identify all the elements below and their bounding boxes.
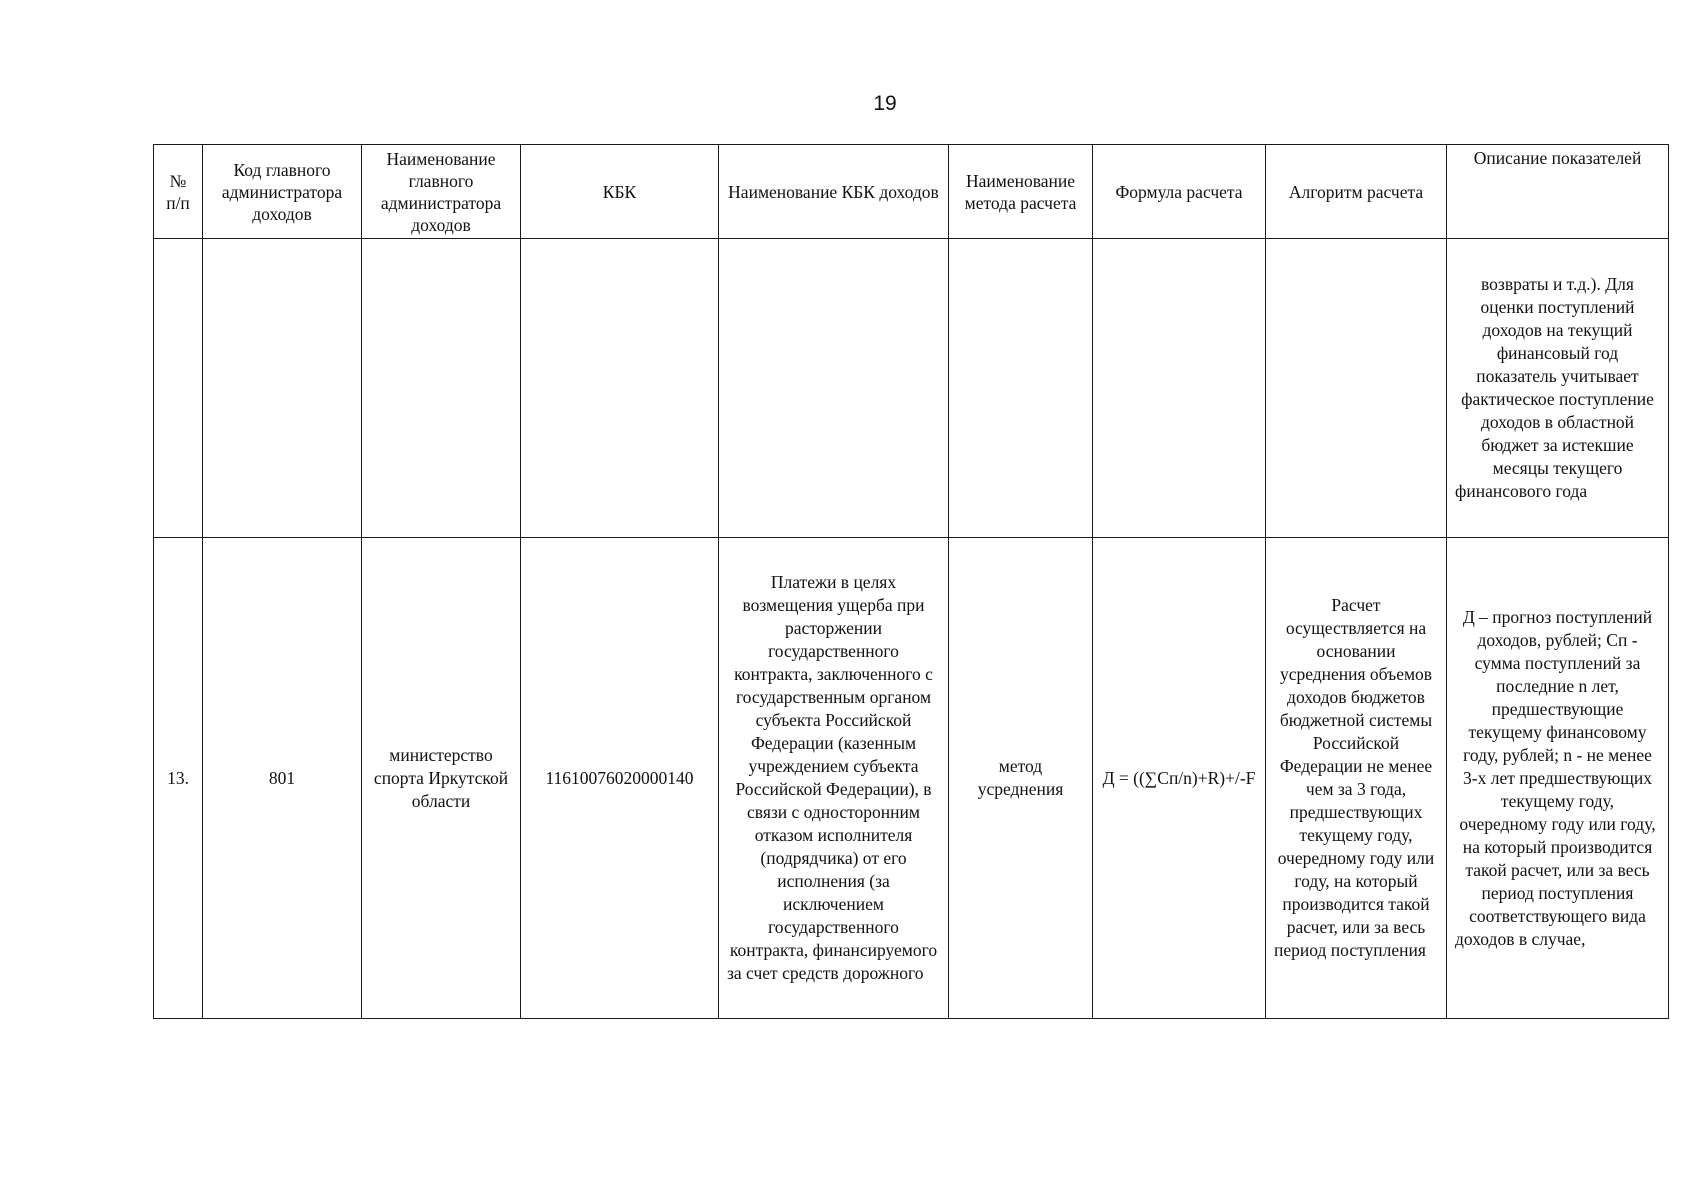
header-method-name: Наименование метода расчета	[949, 145, 1093, 239]
revenue-forecast-table	[153, 144, 1669, 1019]
kbk-name-text: Платежи в целях возмещения ущерба при расторжении государственного контракта, заключенного с государственным органом субъекта Российской Федерации (казенным учреждением субъекта Российской Федерации), в связи с односторонним отказом исполнителя (подрядчика) от его исполнения (за исключением государственного контракта, финансируемого за счет средств дорожного	[727, 572, 938, 983]
cell-admin-name: министерство спорта Иркутской области	[362, 538, 521, 1019]
cell-kbk-name	[719, 538, 949, 1019]
header-formula: Формула расчета	[1093, 145, 1266, 239]
cell-description	[1447, 538, 1669, 1019]
cell-empty	[521, 239, 719, 538]
cell-empty	[154, 239, 203, 538]
table-row-13	[154, 538, 1669, 1019]
cell-kbk: 11610076020000140	[521, 538, 719, 1019]
cell-empty	[949, 239, 1093, 538]
header-num: № п/п	[154, 145, 203, 239]
cell-empty	[203, 239, 362, 538]
header-kbk-name: Наименование КБК доходов	[719, 145, 949, 239]
cell-empty	[1093, 239, 1266, 538]
page-number: 19	[873, 92, 897, 115]
header-admin-name: Наименование главного администратора доходов	[362, 145, 521, 239]
header-description: Описание показателей	[1447, 145, 1669, 239]
table-row-continuation	[154, 239, 1669, 538]
cell-algorithm	[1266, 538, 1447, 1019]
cell-admin-code: 801	[203, 538, 362, 1019]
cell-formula: Д = ((∑Сп/n)+R)+/-F	[1093, 538, 1266, 1019]
cell-description-continuation: возвраты и т.д.). Для оценки поступлений доходов на текущий финансовый год показатель учитывает фактическое поступление доходов в областной бюджет за истекшие месяцы текущего финансового года	[1447, 239, 1669, 538]
description-text: Д – прогноз поступлений доходов, рублей; Сп - сумма поступлений за последние n лет, предшествующие текущему финансовому году, рублей; n - не менее 3-х лет предшествующих текущему году, очередному году или году, на который производится такой расчет, или за весь период поступления соответствующего вида доходов в случае,	[1455, 606, 1656, 949]
cell-num: 13.	[154, 538, 203, 1019]
cell-empty	[1266, 239, 1447, 538]
table-header-row	[154, 145, 1669, 239]
algorithm-text: Расчет осуществляется на основании усреднения объемов доходов бюджетов бюджетной системы Российской Федерации не менее чем за 3 года, предшествующих текущему году, очередному году или году, на который производится такой расчет, или за весь период поступления	[1274, 595, 1435, 960]
header-algorithm: Алгоритм расчета	[1266, 145, 1447, 239]
cell-empty	[362, 239, 521, 538]
header-admin-code: Код главного администратора доходов	[203, 145, 362, 239]
cell-method-name: метод усреднения	[949, 538, 1093, 1019]
cell-empty	[719, 239, 949, 538]
header-kbk: КБК	[521, 145, 719, 239]
